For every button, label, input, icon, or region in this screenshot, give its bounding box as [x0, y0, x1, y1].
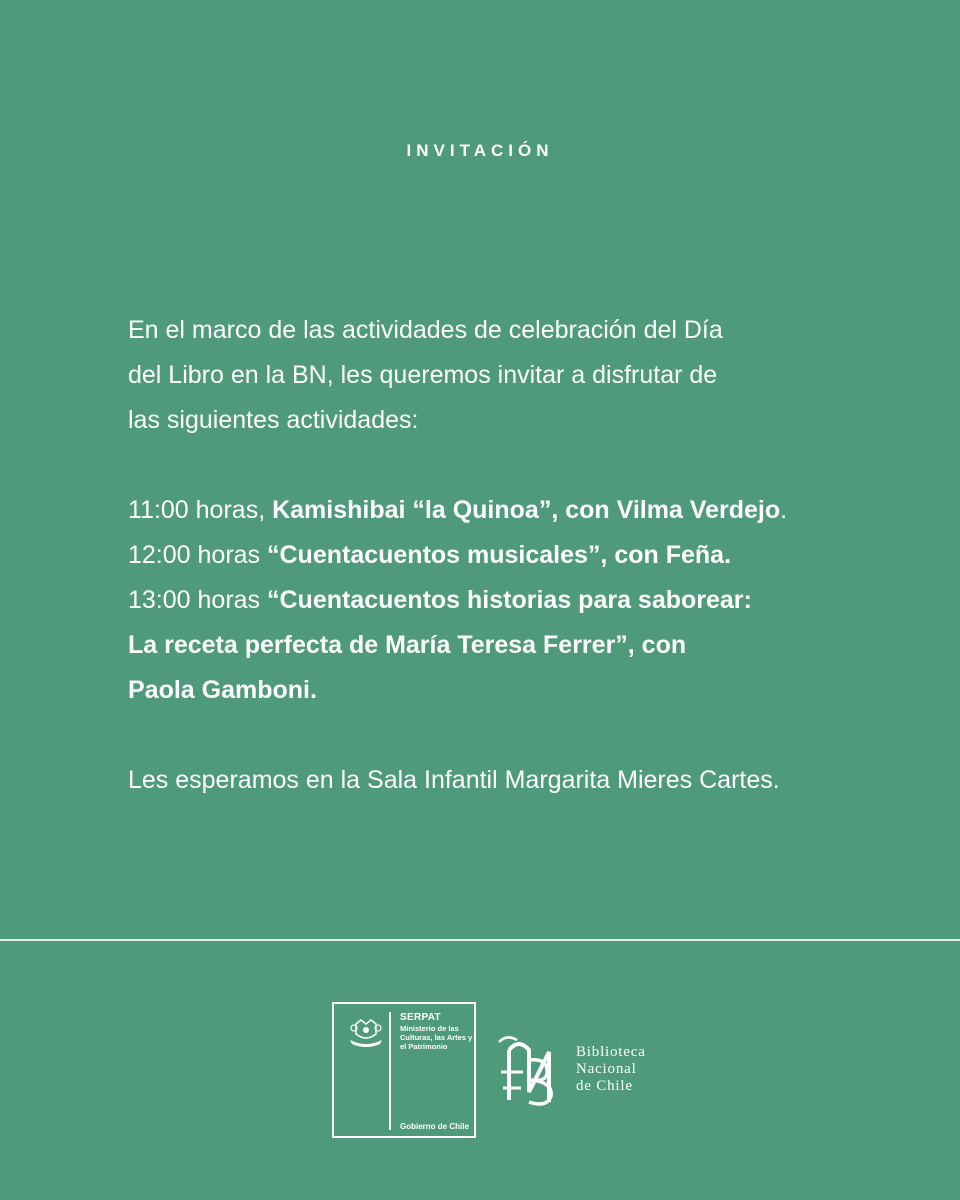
activity-time: 13:00 horas [128, 586, 267, 614]
invitation-body [128, 308, 858, 803]
library-name [576, 1044, 646, 1095]
ministry-label: Ministerio de las Culturas, las Artes y el Patrimonio [400, 1024, 473, 1051]
coat-of-arms-icon [346, 1012, 386, 1052]
activity-3-continued: Paola Gamboni. [128, 676, 317, 704]
activity-1 [128, 488, 858, 533]
government-logo [332, 1002, 476, 1138]
activity-3 [128, 578, 858, 623]
page-title: INVITACIÓN [406, 141, 554, 160]
footer-divider [0, 939, 960, 941]
activity-title: Kamishibai “la Quinoa”, con Vilma Verdejo [272, 496, 781, 524]
government-label: Gobierno de Chile [400, 1122, 469, 1131]
library-name-line: Nacional [576, 1061, 637, 1077]
activity-suffix: . [780, 496, 788, 524]
activity-3-continued: La receta perfecta de María Teresa Ferrer”, con [128, 631, 687, 659]
intro-line: del Libro en la BN, les queremos invitar a disfrutar de [128, 361, 718, 389]
activity-title: “Cuentacuentos musicales”, con Feña. [267, 541, 732, 569]
bn-monogram-icon [495, 1030, 565, 1112]
activity-title: “Cuentacuentos historias para saborear: [267, 586, 752, 614]
activity-time: 12:00 horas [128, 541, 267, 569]
activity-2 [128, 533, 858, 578]
serpat-label: SERPAT [400, 1012, 441, 1023]
intro-line: En el marco de las actividades de celebración del Día [128, 316, 723, 344]
library-name-line: de Chile [576, 1078, 633, 1094]
activity-time: 11:00 horas, [128, 496, 273, 524]
intro-line: las siguientes actividades: [128, 406, 419, 434]
logo-left-panel [342, 1012, 391, 1130]
closing-line: Les esperamos en la Sala Infantil Margarita Mieres Cartes. [128, 766, 780, 794]
library-name-line: Biblioteca [576, 1044, 646, 1060]
